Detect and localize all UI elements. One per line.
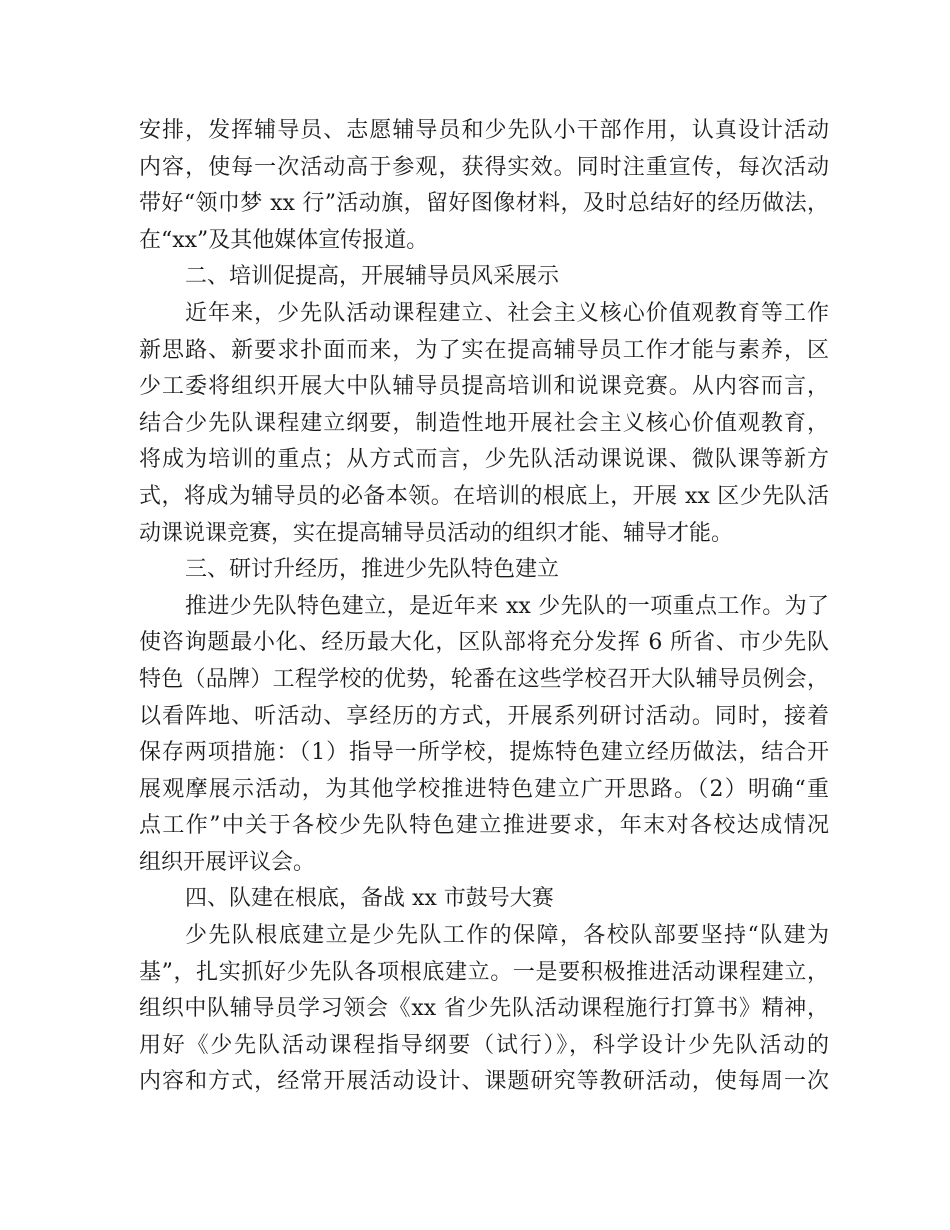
section-heading: 三、研讨升经历，推进少先队特色建立: [185, 557, 560, 583]
text-line: 带好“领巾梦 xx 行”活动旗，留好图像材料，及时总结好的经历做法，: [139, 191, 829, 217]
text-line: 以看阵地、听活动、享经历的方式，开展系列研讨活动。同时，接着: [139, 703, 829, 729]
text-line: 保存两项措施：（1）指导一所学校，提炼特色建立经历做法，结合开: [139, 740, 829, 766]
text-line: 新思路、新要求扑面而来，为了实在提高辅导员工作才能与素养，区: [139, 337, 829, 363]
section-heading: 二、培训促提高，开展辅导员风采展示: [185, 264, 560, 290]
text-line: 点工作”中关于各校少先队特色建立推进要求，年末对各校达成情况: [139, 813, 829, 839]
text-line: 内容和方式，经常开展活动设计、课题研究等教研活动，使每周一次: [139, 1069, 829, 1095]
text-line: 结合少先队课程建立纲要，制造性地开展社会主义核心价值观教育，: [139, 410, 829, 436]
text-line: 少先队根底建立是少先队工作的保障，各校队部要坚持“队建为: [185, 923, 829, 949]
text-line: 展观摩展示活动，为其他学校推进特色建立广开思路。（2）明确“重: [139, 776, 829, 802]
text-line: 基”，扎实抓好少先队各项根底建立。一是要积极推进活动课程建立，: [139, 959, 829, 985]
text-line: 将成为培训的重点；从方式而言，少先队活动课说课、微队课等新方: [139, 447, 829, 473]
text-line: 特色（品牌）工程学校的优势，轮番在这些学校召开大队辅导员例会，: [139, 666, 829, 692]
text-line: 动课说课竞赛，实在提高辅导员活动的组织才能、辅导才能。: [139, 520, 734, 546]
text-line: 推进少先队特色建立，是近年来 xx 少先队的一项重点工作。为了: [185, 593, 829, 619]
text-line: 安排，发挥辅导员、志愿辅导员和少先队小干部作用，认真设计活动: [139, 118, 829, 143]
document-page: [139, 113, 829, 1101]
section-heading: 四、队建在根底，备战 xx 市鼓号大赛: [185, 886, 554, 912]
text-line: 近年来，少先队活动课程建立、社会主义核心价值观教育等工作: [185, 300, 829, 326]
text-line: 组织中队辅导员学习领会《xx 省少先队活动课程施行打算书》精神，: [139, 996, 829, 1022]
text-line: 式，将成为辅导员的必备本领。在培训的根底上，开展 xx 区少先队活: [139, 483, 829, 509]
text-line: 在“xx”及其他媒体宣传报道。: [139, 227, 429, 253]
text-line: 内容，使每一次活动高于参观，获得实效。同时注重宣传，每次活动: [139, 154, 829, 180]
text-line: 组织开展评议会。: [139, 849, 316, 875]
text-line: 用好《少先队活动课程指导纲要（试行）》，科学设计少先队活动的: [139, 1032, 829, 1058]
text-line: 少工委将组织开展大中队辅导员提高培训和说课竞赛。从内容而言，: [139, 374, 829, 400]
text-line: 使咨询题最小化、经历最大化，区队部将充分发挥 6 所省、市少先队: [139, 630, 829, 656]
